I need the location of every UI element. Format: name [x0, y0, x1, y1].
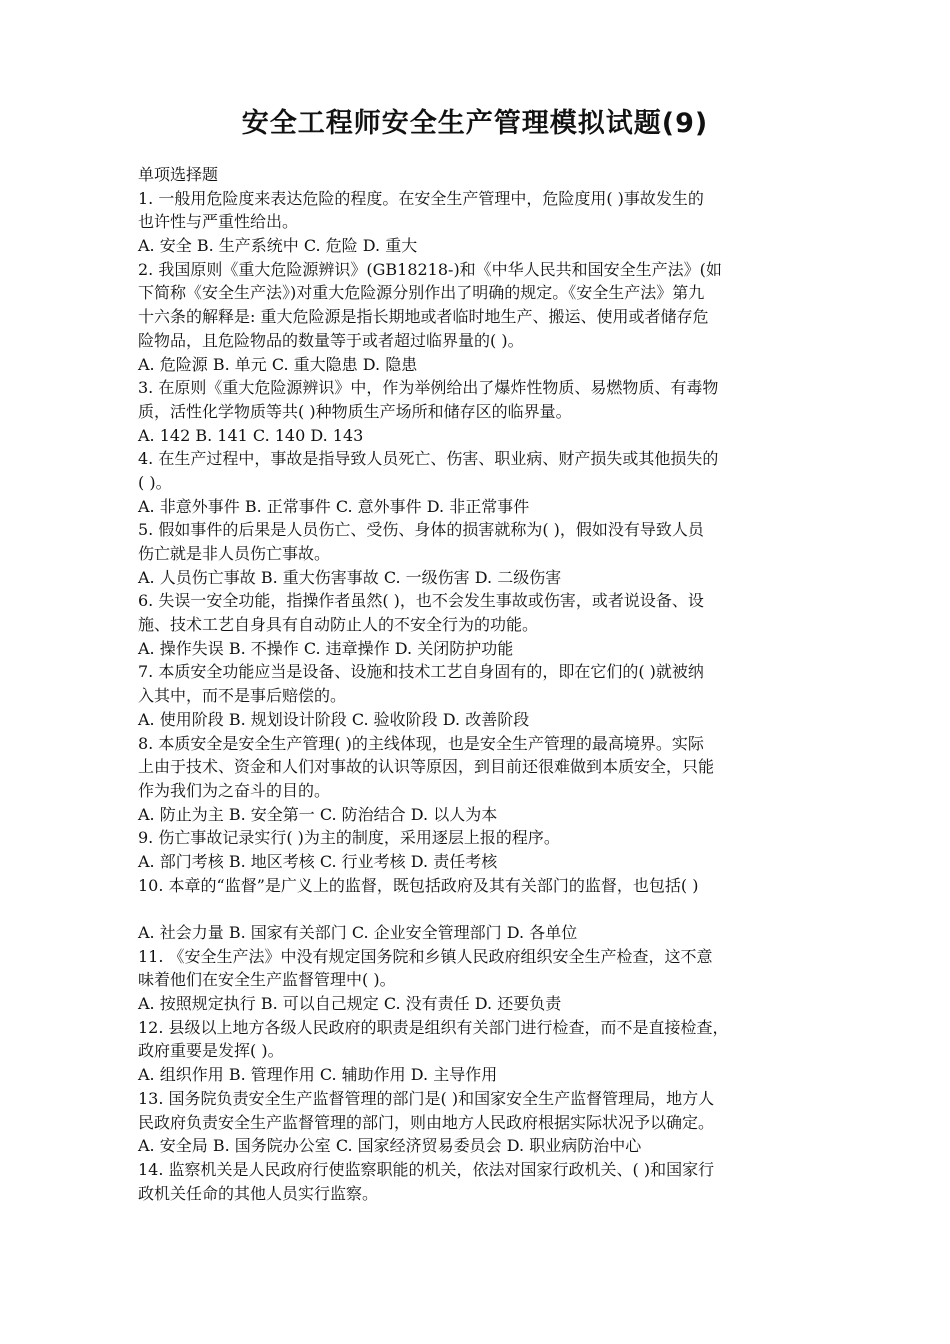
text-line: 4. 在生产过程中，事故是指导致人员死亡、伤害、职业病、财产损失或其他损失的	[138, 449, 719, 469]
text-line: 也许性与严重性给出。	[138, 212, 299, 232]
text-line: A. 组织作用 B. 管理作用 C. 辅助作用 D. 主导作用	[138, 1065, 498, 1085]
text-line: 质，活性化学物质等共( )种物质生产场所和储存区的临界量。	[138, 401, 572, 421]
text-line: 施、技术工艺自身具有自动防止人的不安全行为的功能。	[138, 615, 539, 635]
text-line: A. 安全局 B. 国务院办公室 C. 国家经济贸易委员会 D. 职业病防治中心	[138, 1136, 642, 1156]
blank-line	[138, 897, 838, 921]
text-line: A. 社会力量 B. 国家有关部门 C. 企业安全管理部门 D. 各单位	[138, 923, 578, 942]
text-line: 味着他们在安全生产监督管理中( )。	[138, 970, 396, 990]
text-line: 入其中，而不是事后赔偿的。	[138, 686, 347, 706]
text-line: A. 人员伤亡事故 B. 重大伤害事故 C. 一级伤害 D. 二级伤害	[138, 567, 562, 587]
text-line: A. 142 B. 141 C. 140 D. 143	[138, 425, 364, 445]
text-line: A. 非意外事件 B. 正常事件 C. 意外事件 D. 非正常事件	[138, 496, 530, 516]
text-line: 11. 《安全生产法》中没有规定国务院和乡镇人民政府组织安全生产检查，这不意	[138, 946, 713, 966]
text-line: A. 按照规定执行 B. 可以自己规定 C. 没有责任 D. 还要负责	[138, 994, 562, 1014]
text-line: 10. 本章的“监督”是广义上的监督，既包括政府及其有关部门的监督，也包括( )	[138, 875, 699, 895]
text-line: 民政府负责安全生产监督管理的部门，则由地方人民政府根据实际状况予以确定。	[138, 1112, 715, 1132]
text-line: 政机关任命的其他人员实行监察。	[138, 1183, 379, 1203]
text-line: A. 安全 B. 生产系统中 C. 危险 D. 重大	[138, 236, 418, 256]
text-line: A. 危险源 B. 单元 C. 重大隐患 D. 隐患	[138, 354, 418, 374]
text-line: A. 防止为主 B. 安全第一 C. 防治结合 D. 以人为本	[138, 804, 498, 824]
text-line: 14. 监察机关是人民政府行使监察职能的机关，依法对国家行政机关、( )和国家行	[138, 1159, 715, 1179]
question-lines	[138, 187, 838, 1206]
text-line: 7. 本质安全功能应当是设备、设施和技术工艺自身固有的，即在它们的( )就被纳	[138, 662, 704, 682]
text-line: 上由于技术、资金和人们对事故的认识等原因，到目前还很难做到本质安全，只能	[138, 757, 715, 777]
text-line: 险物品，且危险物品的数量等于或者超过临界量的( )。	[138, 330, 524, 350]
document-title: 安全工程师安全生产管理模拟试题(9)	[241, 108, 709, 139]
text-line: 下简称《安全生产法》)对重大危险源分别作出了明确的规定。《安全生产法》第九	[138, 283, 705, 303]
text-line: 13. 国务院负责安全生产监督管理的部门是( )和国家安全生产监督管理局，地方人	[138, 1088, 715, 1108]
text-line: 作为我们为之奋斗的目的。	[138, 780, 331, 800]
text-line: 政府重要是发挥( )。	[138, 1041, 284, 1061]
text-line: 12. 县级以上地方各级人民政府的职责是组织有关部门进行检查，而不是直接检查，	[138, 1017, 729, 1037]
section-heading: 单项选择题	[138, 165, 219, 184]
text-line: A. 操作失误 B. 不操作 C. 违章操作 D. 关闭防护功能	[138, 638, 514, 658]
document-body	[138, 163, 838, 1205]
text-line: 十六条的解释是: 重大危险源是指长期地或者临时地生产、搬运、使用或者储存危	[138, 307, 709, 327]
text-line: 伤亡就是非人员伤亡事故。	[138, 544, 331, 563]
text-line: 2. 我国原则《重大危险源辨识》(GB18218-)和《中华人民共和国安全生产法》(如	[138, 259, 722, 279]
text-line: 9. 伤亡事故记录实行( )为主的制度，采用逐层上报的程序。	[138, 828, 560, 848]
text-line: 3. 在原则《重大危险源辨识》中，作为举例给出了爆炸性物质、易燃物质、有毒物	[138, 378, 719, 398]
text-line: 1. 一般用危险度来表达危险的程度。在安全生产管理中，危险度用( )事故发生的	[138, 188, 704, 208]
text-line: 6. 失误一安全功能，指操作者虽然( )，也不会发生事故或伤害，或者说设备、设	[138, 591, 704, 611]
text-line: 5. 假如事件的后果是人员伤亡、受伤、身体的损害就称为( )，假如没有导致人员	[138, 520, 704, 540]
text-line: A. 使用阶段 B. 规划设计阶段 C. 验收阶段 D. 改善阶段	[138, 709, 530, 729]
text-line: A. 部门考核 B. 地区考核 C. 行业考核 D. 责任考核	[138, 851, 498, 871]
text-line: 8. 本质安全是安全生产管理( )的主线体现，也是安全生产管理的最高境界。实际	[138, 733, 704, 753]
text-line: ( )。	[138, 472, 172, 492]
